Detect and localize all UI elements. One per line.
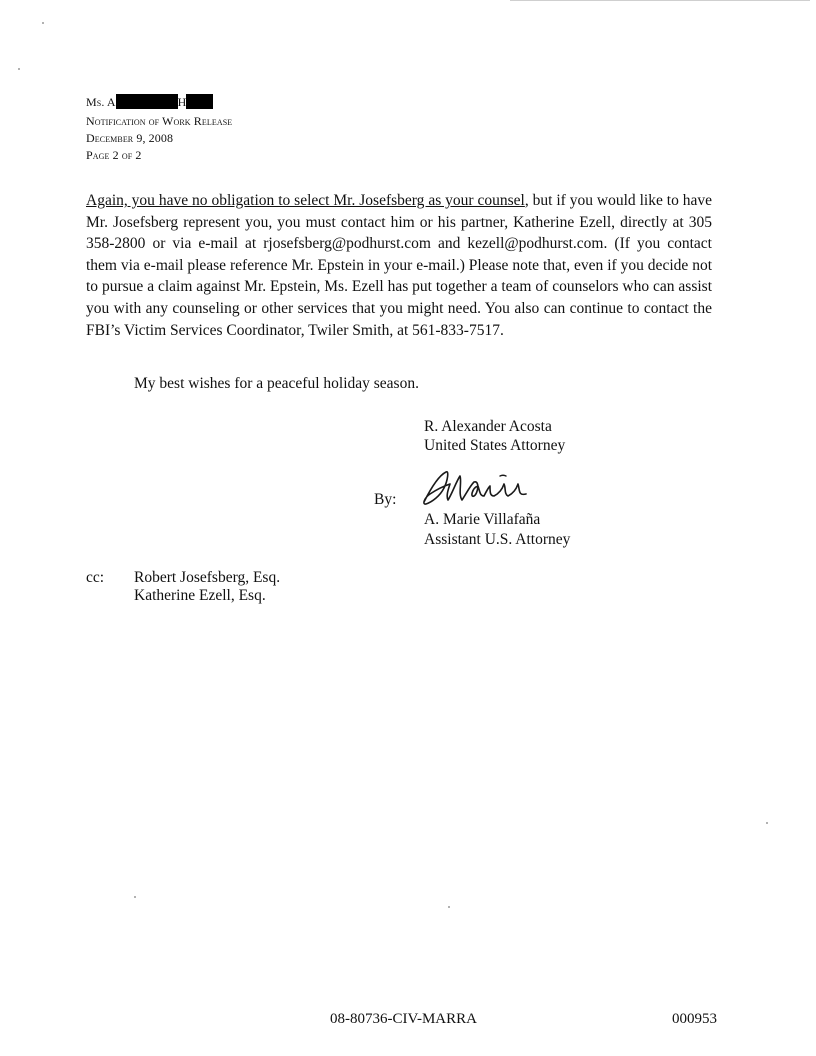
- recipient-mid: H: [177, 95, 187, 109]
- recipient-line: [86, 94, 213, 110]
- redaction-bar: [186, 94, 213, 109]
- underlined-lead: Again, you have no obligation to select Mr. Josefsberg as your counsel: [86, 192, 525, 209]
- page-line: Page 2 of 2: [86, 148, 142, 162]
- cc-recipient: Katherine Ezell, Esq.: [134, 587, 266, 604]
- signatory-title: United States Attorney: [424, 437, 566, 454]
- redaction-bar: [116, 94, 178, 109]
- subject-line: Notification of Work Release: [86, 114, 233, 128]
- signatory-name: R. Alexander Acosta: [424, 418, 552, 435]
- body-paragraph: [86, 190, 712, 341]
- handwritten-signature: [418, 466, 530, 510]
- scan-speck: [134, 896, 136, 898]
- scan-speck: [42, 22, 44, 24]
- scan-speck: [766, 822, 768, 824]
- case-number: 08-80736-CIV-MARRA: [330, 1011, 477, 1027]
- closing-line: My best wishes for a peaceful holiday season.: [134, 375, 419, 392]
- signer-name: A. Marie Villafaña: [424, 511, 541, 528]
- scan-speck: [18, 68, 20, 70]
- paragraph-rest: , but if you would like to have Mr. Josefsberg represent you, you must contact him or his partner, Katherine Ezell, directly at 305 358-2800 or via e-mail at rjosefsberg@podhurst.com and kezell@podhurst.com. (If you contact them via e-mail please reference Mr. Epstein in your e-mail.) Please note that, even if you decide not to pursue a claim against Mr. Epstein, Ms. Ezell has put together a team of counselors who can assist you with any counseling or other services that you might need. You also can continue to contact the FBI’s Victim Services Coordinator, Twiler Smith, at 561-833-7517.: [86, 192, 712, 339]
- bates-number: 000953: [672, 1011, 717, 1027]
- recipient-prefix: Ms. A: [86, 95, 116, 109]
- cc-recipient: Robert Josefsberg, Esq.: [134, 569, 281, 586]
- scan-edge-line: [510, 0, 810, 1]
- scan-speck: [448, 906, 450, 908]
- date-line: December 9, 2008: [86, 131, 174, 145]
- signer-title: Assistant U.S. Attorney: [424, 531, 571, 548]
- cc-label: cc:: [86, 569, 105, 586]
- by-label: By:: [374, 491, 397, 508]
